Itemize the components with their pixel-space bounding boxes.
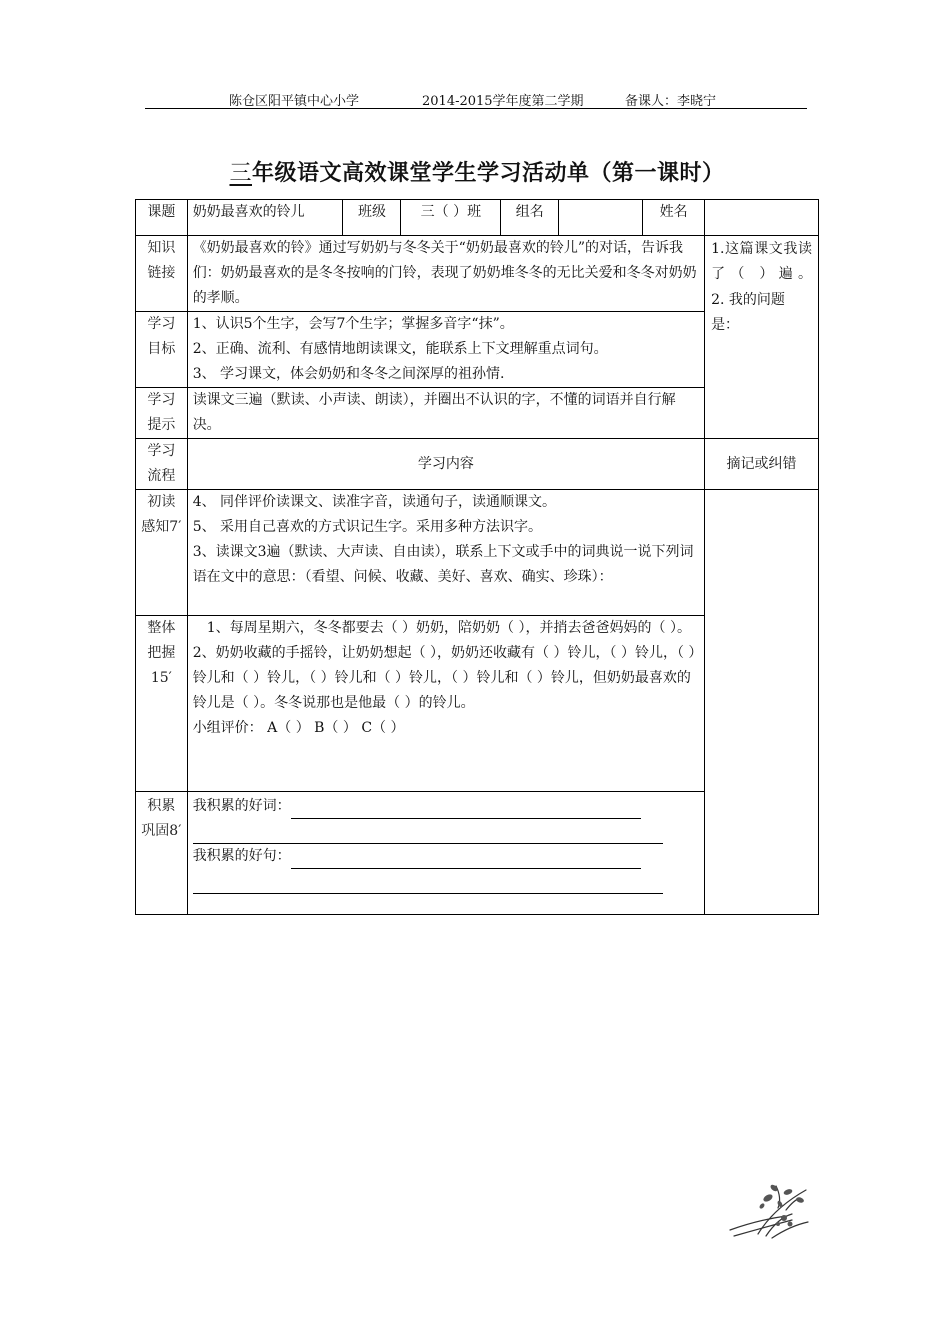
knowledge-row: [136, 236, 819, 312]
tips-label: 学习提示: [136, 388, 188, 439]
accumulate-label: 积累巩固8′: [136, 792, 188, 915]
title-grade: 三: [229, 161, 252, 186]
first-reading-item: 3、读课文3遍（默读、大声读、自由读），联系上下文或手中的词典说一说下列词语在文中的意思：（看望、问候、收藏、美好、喜欢、确实、珍珠）：: [192, 544, 694, 585]
goal-item: 2、正确、流利、有感情地朗读课文，能联系上下文理解重点词句。: [192, 341, 608, 357]
name-field[interactable]: [705, 200, 819, 236]
good-words-line[interactable]: [193, 794, 699, 819]
good-sentences-line-2[interactable]: [193, 869, 699, 894]
first-reading-item: 5、 采用自己喜欢的方式识记生字。采用多种方法识字。: [192, 519, 543, 535]
class-value: 三（ ）班: [401, 200, 501, 236]
flow-label: 学习流程: [136, 439, 188, 490]
notes-header: 摘记或纠错: [705, 439, 819, 490]
orchid-icon: [728, 1178, 810, 1240]
name-label: 姓名: [643, 200, 705, 236]
term-text: 2014-2015学年度第二学期: [422, 94, 584, 109]
good-words-blank-2[interactable]: [193, 825, 663, 844]
overall-label: 整体把握15′: [136, 616, 188, 792]
overall-question-2: 2、奶奶收藏的手摇铃，让奶奶想起（ ），奶奶还收藏有（ ）铃儿，（ ）铃儿，（ ）铃儿和（ ）铃儿，（ ）铃儿和（ ）铃儿，（ ）铃儿和（ ）铃儿，但奶奶最喜欢的铃儿是（ ）。冬冬说那也是他最（ ）的铃儿。: [192, 645, 696, 711]
first-reading-label: 初读感知7′: [136, 490, 188, 616]
goals-label: 学习目标: [136, 312, 188, 388]
good-sentences-blank[interactable]: [291, 850, 641, 869]
title-text: 年级语文高效课堂学生学习活动单（第一课时）: [252, 161, 725, 186]
good-sentences-line[interactable]: [193, 844, 699, 869]
group-field[interactable]: [559, 200, 643, 236]
group-label: 组名: [501, 200, 559, 236]
school-name: 陈仓区阳平镇中心小学: [229, 94, 360, 109]
goal-item: 1、认识5个生字，会写7个生字；掌握多音字“抹”。: [192, 316, 514, 332]
page-header: [145, 86, 807, 109]
accumulate-content[interactable]: [187, 792, 704, 915]
good-words-line-2[interactable]: [193, 819, 699, 844]
flow-row: [136, 439, 819, 490]
activity-table: [135, 199, 819, 915]
class-label: 班级: [343, 200, 401, 236]
good-words-blank[interactable]: [291, 800, 641, 819]
knowledge-label: 知识链接: [136, 236, 188, 312]
notes-column[interactable]: [705, 490, 819, 915]
teacher-name: 备课人：李晓宁: [625, 94, 717, 109]
info-row: [136, 200, 819, 236]
side-notes[interactable]: [705, 236, 819, 439]
my-questions-text: 2. 我的问题是：: [711, 292, 785, 333]
first-reading-list: [187, 490, 704, 616]
page-title: [135, 156, 819, 187]
read-times-text: 1.这篇课文我读了（ ）遍。: [711, 241, 812, 282]
overall-content: [187, 616, 704, 792]
first-reading-item: 4、 同伴评价读课文、读准字音，读通句子，读通顺课文。: [192, 494, 557, 510]
content-header: 学习内容: [187, 439, 704, 490]
good-sentences-blank-2[interactable]: [193, 875, 663, 894]
knowledge-text: 《奶奶最喜欢的铃》通过写奶奶与冬冬关于“奶奶最喜欢的铃儿”的对话，告诉我们：奶奶最喜欢的是冬冬按响的门铃，表现了奶奶堆冬冬的无比关爱和冬冬对奶奶的孝顺。: [187, 236, 704, 312]
first-reading-row: [136, 490, 819, 616]
topic-label: 课题: [136, 200, 188, 236]
tips-text: 读课文三遍（默读、小声读、朗读），并圈出不认识的字，不懂的词语并自行解决。: [187, 388, 704, 439]
group-evaluation: 小组评价： A（ ） B（ ） C（ ）: [192, 720, 405, 736]
good-sentences-label: 我积累的好句：: [192, 848, 291, 864]
goal-item: 3、 学习课文，体会奶奶和冬冬之间深厚的祖孙情.: [192, 366, 505, 382]
topic-value: 奶奶最喜欢的铃儿: [187, 200, 343, 236]
good-words-label: 我积累的好词：: [192, 798, 291, 814]
goals-list: [187, 312, 704, 388]
overall-question-1: 1、每周星期六，冬冬都要去（ ）奶奶，陪奶奶（ ），并捎去爸爸妈妈的（ ）。: [206, 620, 691, 636]
